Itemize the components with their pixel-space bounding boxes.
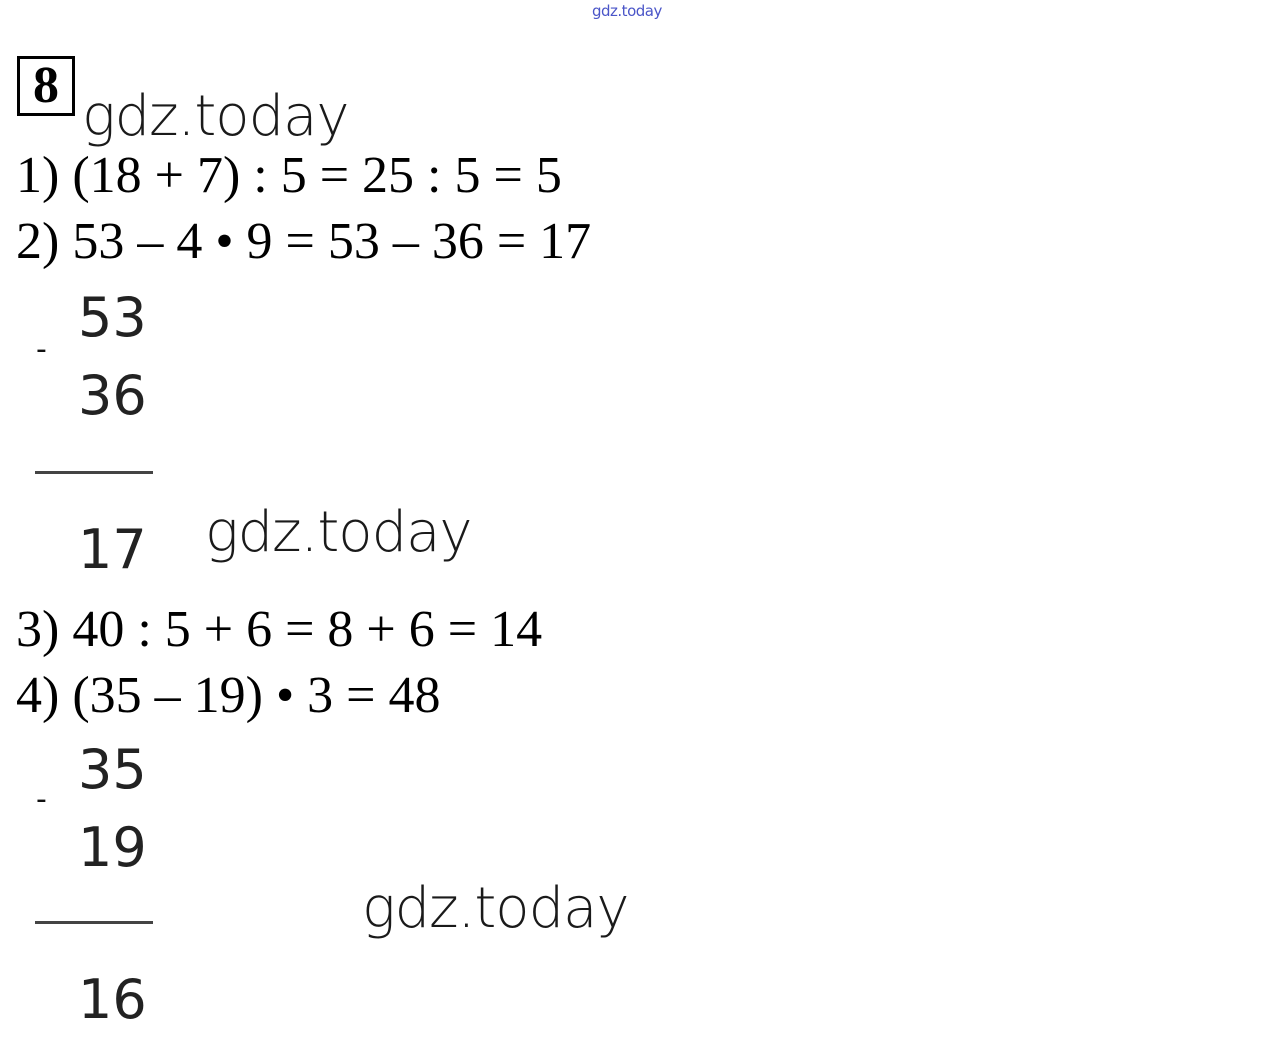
result-divider [35, 471, 153, 474]
watermark: gdz.today [205, 500, 472, 565]
task-number-badge: 8 [17, 56, 75, 116]
minuend: 35 [78, 738, 147, 801]
equation-2: 2) 53 – 4 • 9 = 53 – 36 = 17 [16, 213, 592, 270]
watermark: gdz.today [82, 84, 349, 149]
equation-3: 3) 40 : 5 + 6 = 8 + 6 = 14 [16, 601, 543, 658]
minus-sign: - [36, 332, 47, 367]
equation-1: 1) (18 + 7) : 5 = 25 : 5 = 5 [16, 147, 562, 204]
top-watermark: gdz.today [592, 2, 662, 20]
difference: 16 [78, 968, 147, 1031]
minus-sign: - [36, 782, 47, 817]
equation-4: 4) (35 – 19) • 3 = 48 [16, 667, 441, 724]
result-divider [35, 921, 153, 924]
watermark: gdz.today [362, 876, 629, 941]
subtrahend: 19 [78, 816, 147, 879]
minuend: 53 [78, 286, 147, 349]
difference: 17 [78, 518, 147, 581]
subtrahend: 36 [78, 364, 147, 427]
